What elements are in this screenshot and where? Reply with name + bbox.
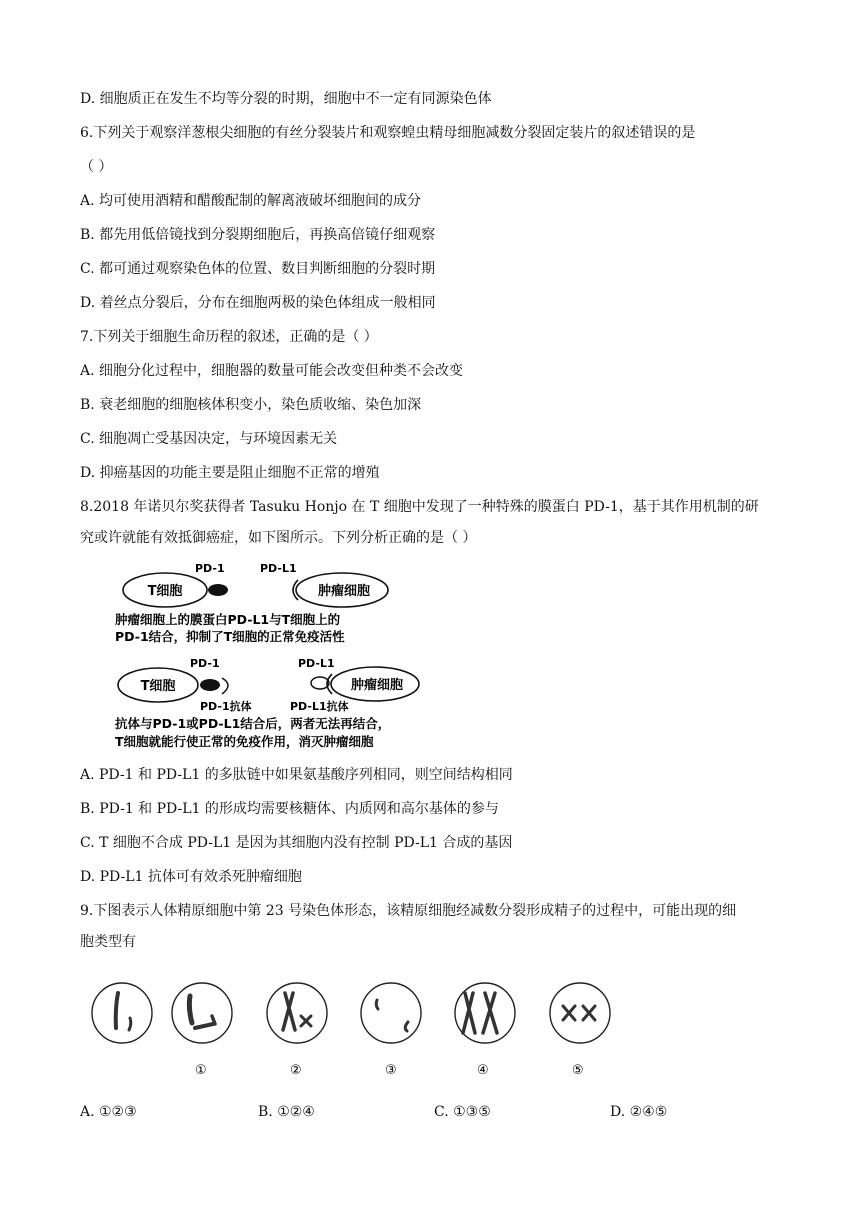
q9-option-d: D. ②④⑤ [610, 1104, 668, 1120]
q8-stem-cont: 究或许就能有效抵御癌症，如下图所示。下列分析正确的是（ ） [80, 530, 477, 546]
cell-1 [172, 983, 232, 1043]
pd1-antibody-label: PD-1抗体 [200, 700, 252, 713]
pd1-receptor-bottom [200, 679, 220, 691]
cell-label-4: ④ [477, 1063, 489, 1078]
q6-option-a: A. 均可使用酒精和醋酸配制的解离液破坏细胞间的成分 [80, 193, 422, 209]
q9-option-c: C. ①③⑤ [434, 1104, 491, 1120]
q9-option-a: A. ①②③ [80, 1104, 137, 1120]
q7-option-b: B. 衰老细胞的细胞核体积变小，染色质收缩、染色加深 [80, 397, 422, 413]
q6-stem: 6.下列关于观察洋葱根尖细胞的有丝分裂装片和观察蝗虫精母细胞减数分裂固定装片的叙述错误的是 [80, 125, 696, 141]
q9-stem: 9.下图表示人体精原细胞中第 23 号染色体形态，该精原细胞经减数分裂形成精子的过程中，可能出现的细 [80, 903, 737, 919]
cell-label-3: ③ [385, 1063, 397, 1078]
pd1-antibody-shape [222, 678, 228, 694]
pd1-label-top: PD-1 [195, 562, 225, 575]
cell-2 [267, 983, 327, 1043]
cell-3 [361, 983, 421, 1043]
caption-1a: 肿瘤细胞上的膜蛋白PD-L1与T细胞上的 [115, 612, 341, 627]
q7-option-d: D. 抑癌基因的功能主要是阻止细胞不正常的增殖 [80, 465, 380, 481]
q5-option-d: D. 细胞质正在发生不均等分裂的时期，细胞中不一定有同源染色体 [80, 91, 492, 107]
pd1-label-bottom: PD-1 [190, 657, 220, 670]
cell-4 [455, 983, 515, 1043]
cell-label-1: ① [195, 1063, 207, 1078]
tumor-cell-label-bottom: 肿瘤细胞 [350, 678, 404, 693]
q8-option-b: B. PD-1 和 PD-L1 的形成均需要核糖体、内质网和高尔基体的参与 [80, 801, 499, 817]
t-cell-label-top: T细胞 [147, 584, 183, 599]
chromosome-figure [85, 978, 625, 1078]
pdl1-label-bottom: PD-L1 [298, 657, 335, 670]
t-cell-label-bottom: T细胞 [140, 679, 176, 694]
q8-option-d: D. PD-L1 抗体可有效杀死肿瘤细胞 [80, 869, 302, 885]
q7-stem: 7.下列关于细胞生命历程的叙述，正确的是（ ） [80, 329, 378, 345]
q9-option-b: B. ①②④ [258, 1104, 315, 1120]
tumor-cell-label-top: 肿瘤细胞 [317, 584, 371, 599]
q6-blank: （ ） [80, 159, 113, 175]
q6-option-c: C. 都可通过观察染色体的位置、数目判断细胞的分裂时期 [80, 261, 436, 277]
q6-option-b: B. 都先用低倍镜找到分裂期细胞后，再换高倍镜仔细观察 [80, 227, 436, 243]
q6-option-d: D. 着丝点分裂后，分布在细胞两极的染色体组成一般相同 [80, 295, 436, 311]
q7-option-c: C. 细胞凋亡受基因决定，与环境因素无关 [80, 431, 338, 447]
cell-label-2: ② [290, 1063, 302, 1078]
caption-1b: PD-1结合，抑制了T细胞的正常免疫活性 [115, 629, 345, 644]
q8-option-c: C. T 细胞不合成 PD-L1 是因为其细胞内没有控制 PD-L1 合成的基因 [80, 835, 513, 851]
caption-2b: T细胞就能行使正常的免疫作用，消灭肿瘤细胞 [115, 734, 374, 749]
q8-option-a: A. PD-1 和 PD-L1 的多肽链中如果氨基酸序列相同，则空间结构相同 [80, 767, 513, 783]
pd1-receptor-top [208, 584, 228, 596]
cell-spermatogonium [92, 983, 152, 1043]
q9-stem-cont: 胞类型有 [80, 934, 136, 950]
caption-2a: 抗体与PD-1或PD-L1结合后，两者无法再结合， [115, 716, 391, 731]
q8-stem: 8.2018 年诺贝尔奖获得者 Tasuku Honjo 在 T 细胞中发现了一种特殊的膜蛋白 PD-1，基于其作用机制的研 [80, 499, 759, 515]
cell-label-5: ⑤ [572, 1063, 584, 1078]
pdl1-label-top: PD-L1 [260, 562, 297, 575]
cell-5 [550, 983, 610, 1043]
pdl1-antibody-label: PD-L1抗体 [290, 700, 349, 713]
pd1-figure [110, 560, 450, 755]
q7-option-a: A. 细胞分化过程中，细胞器的数量可能会改变但种类不会改变 [80, 363, 464, 379]
